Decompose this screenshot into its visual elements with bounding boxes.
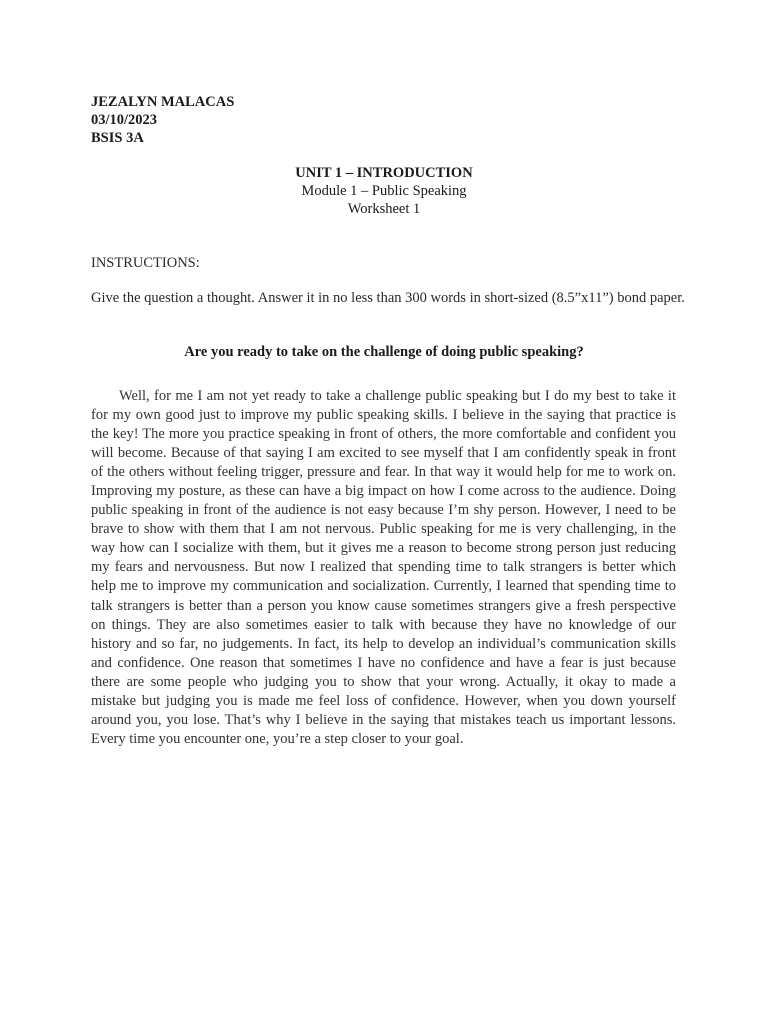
student-info [91,93,234,147]
unit-title: UNIT 1 – INTRODUCTION [295,165,473,181]
module-title: Module 1 – Public Speaking [301,183,467,199]
essay-question: Are you ready to take on the challenge of doing public speaking? [184,344,584,360]
worksheet-title-block [0,164,768,218]
worksheet-title: Worksheet 1 [347,201,421,217]
student-name: JEZALYN MALACAS [91,94,235,110]
student-section: BSIS 3A [91,130,144,146]
instructions-text: Give the question a thought. Answer it in no less than 300 words in short-sized (8.5”x11”) bond paper. [91,290,685,306]
submission-date: 03/10/2023 [91,112,158,128]
essay-answer: Well, for me I am not yet ready to take a challenge public speaking but I do my best to take it for my own good just to improve my public speaking skills. I believe in the saying that practice is the key! The more you practice speaking in front of others, the more comfortable and confident you will become. Because of that saying I am excited to see myself that I am confidently speak in front of the others without feeling trigger, pressure and fear. In that way it would help for me to work on. Improving my posture, as these can have a big impact on how I come across to the audience. Doing public speaking in front of the audience is not easy because I’m shy person. However, I need to be brave to show with them that I am not nervous. Public speaking for me is very challenging, in the way how can I socialize with them, but it gives me a reason to become strong person just reducing my fears and nervousness. But now I realized that spending time to talk strangers is better which help me to improve my communication and socialization. Currently, I learned that spending time to talk strangers is better than a person you know cause sometimes strangers give a fresh perspective on things. They are also sometimes easier to talk with because they have no knowledge of our history and so far, no judgements. In fact, its help to develop an individual’s communication skills and confidence. One reason that sometimes I have no confidence and have a fear is just because there are some people who judging you to show that your wrong. Actually, it okay to made a mistake but judging you is made me feel loss of confidence. However, when you down yourself around you, you lose. That’s why I believe in the saying that mistakes teach us important lessons. Every time you encounter one, you’re a step closer to your goal. [91,388,676,747]
instructions-label: INSTRUCTIONS: [91,255,200,271]
